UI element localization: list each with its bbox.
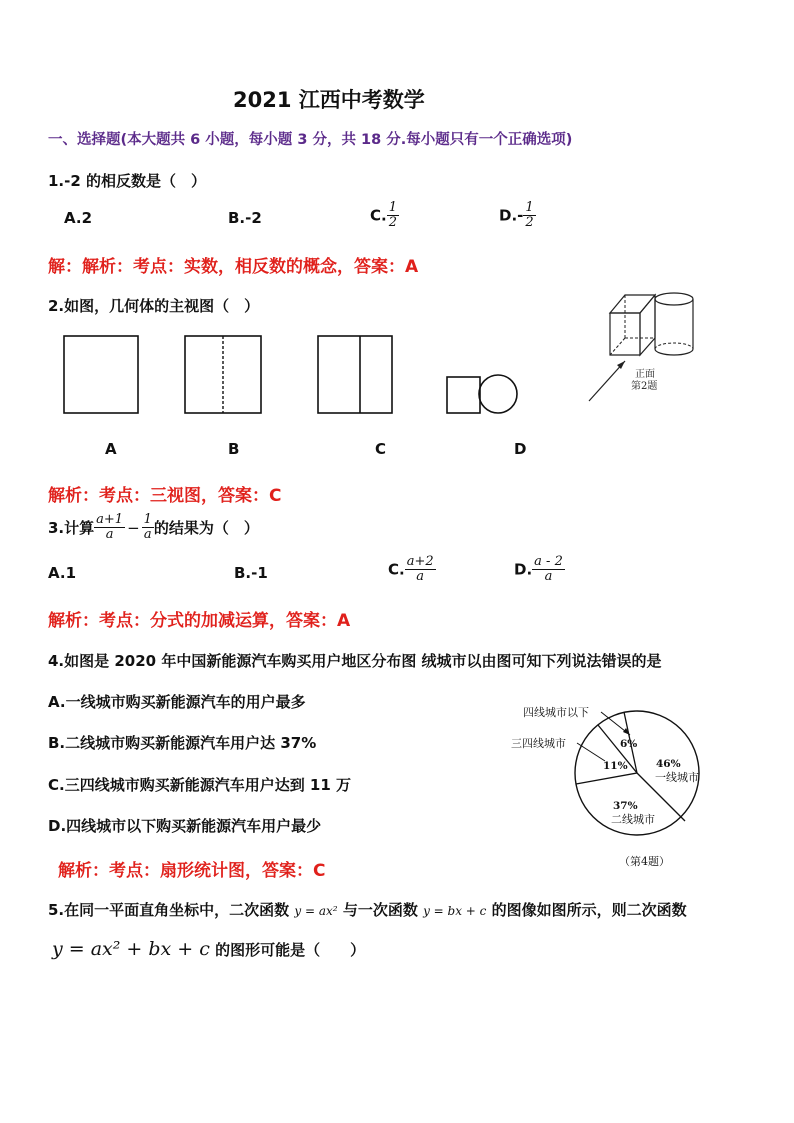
fraction-numerator: a+2: [406, 554, 434, 569]
q4-pie-chart: [505, 695, 720, 875]
q4-option-b: B.二线城市购买新能源汽车用户达 37%: [48, 734, 317, 752]
q4-answer: 解析：考点：扇形统计图，答案：C: [58, 861, 326, 881]
pie-leader-line: [577, 743, 605, 761]
cuboid-hidden-edge: [610, 338, 625, 355]
pie-name-first: 一线城市: [655, 771, 699, 784]
cuboid-front-face: [610, 313, 640, 355]
q2-label-c: C: [375, 440, 387, 458]
q3-option-d-prefix: D.: [514, 560, 533, 579]
pie-name-second: 二线城市: [611, 813, 655, 826]
figure-caption-number: 第2题: [631, 381, 658, 392]
pie-pct-37: 37%: [613, 800, 638, 812]
option-d-square: [447, 377, 480, 413]
cylinder-top: [655, 293, 693, 305]
figure-caption-front: 正面: [635, 369, 655, 380]
q3-answer: 解析：考点：分式的加减运算，答案：A: [48, 611, 351, 631]
minus-sign: −: [127, 518, 140, 537]
fraction-numerator: a - 2: [534, 554, 563, 569]
pie-pct-six: 6%: [620, 738, 638, 750]
page-title: 2021 江西中考数学: [233, 88, 425, 112]
q3-option-c-fraction: [405, 555, 436, 584]
q1-option-d-fraction: [523, 201, 535, 230]
q3-stem-suffix: 的结果为（ ）: [153, 519, 259, 537]
q5-func-linear: y = bx + c: [423, 904, 487, 918]
pie-label-four: 四线城市以下: [523, 706, 589, 719]
option-a-square: [64, 336, 138, 413]
fraction-numerator: 1: [525, 200, 534, 215]
q3-option-d: [514, 555, 565, 584]
q5-stem-suffix: 的图像如图所示，则二次函数: [491, 901, 687, 919]
q3-option-c: [388, 555, 436, 584]
pie-pct-46: 46%: [656, 758, 681, 770]
q3-option-d-fraction: [532, 555, 565, 584]
q2-option-figures: [50, 330, 550, 420]
question-2-stem: 2.如图，几何体的主视图（ ）: [48, 297, 260, 315]
q1-answer: 解：解析：考点：实数，相反数的概念，答案：A: [48, 257, 419, 277]
question-3-stem: [48, 513, 259, 542]
q1-option-a: A.2: [64, 209, 93, 227]
pie-caption: （第4题）: [619, 855, 670, 868]
cylinder-bottom: [655, 349, 693, 355]
q5-stem-prefix: 5.在同一平面直角坐标中，二次函数: [48, 901, 290, 919]
cylinder-bottom-hidden: [655, 343, 693, 349]
q3-fraction-2: [142, 513, 154, 542]
q1-option-d-prefix: D.-: [499, 206, 524, 225]
q5-stem-mid: 与一次函数: [342, 901, 418, 919]
q3-option-c-prefix: C.: [388, 560, 405, 579]
q5-line2-suffix: 的图形可能是（ ）: [215, 941, 366, 959]
question-5-line2: [52, 938, 365, 960]
question-4-stem: 4.如图是 2020 年中国新能源汽车购买用户地区分布图 绒城市以由图可知下列说法错误的是: [48, 652, 662, 670]
fraction-denominator: a: [143, 527, 152, 542]
fraction-denominator: a: [544, 569, 553, 584]
q1-option-c: [370, 201, 399, 230]
fraction-numerator: 1: [143, 512, 152, 527]
q2-label-a: A: [105, 440, 117, 458]
q1-option-c-fraction: [387, 201, 399, 230]
fraction-denominator: 2: [525, 215, 534, 230]
q4-option-a: A.一线城市购买新能源汽车的用户最多: [48, 693, 306, 711]
q1-option-b: B.-2: [228, 209, 262, 227]
question-1-stem: 1.-2 的相反数是（ ）: [48, 172, 207, 190]
q2-answer: 解析：考点：三视图，答案：C: [48, 486, 282, 506]
pie-pct-eleven: 11%: [603, 760, 628, 772]
q2-solid-figure: [585, 283, 705, 428]
fraction-numerator: 1: [388, 200, 397, 215]
fraction-denominator: a: [416, 569, 425, 584]
q4-option-c: C.三四线城市购买新能源汽车用户达到 11 万: [48, 776, 352, 794]
option-c-square: [318, 336, 392, 413]
fraction-numerator: a+1: [96, 512, 124, 527]
pie-divider-three: [576, 773, 637, 784]
question-5-stem: [48, 899, 687, 920]
q3-fraction-1: [94, 513, 125, 542]
section-heading: 一、选择题(本大题共 6 小题，每小题 3 分，共 18 分.每小题只有一个正确选项): [48, 132, 573, 148]
q1-option-d: [499, 201, 536, 230]
q1-option-c-prefix: C.: [370, 206, 387, 225]
leader-arrow-icon: [623, 728, 630, 735]
q3-stem-prefix: 3.计算: [48, 519, 95, 537]
q2-label-b: B: [228, 440, 240, 458]
q2-label-d: D: [514, 440, 527, 458]
fraction-denominator: a: [105, 527, 114, 542]
q5-func-full: y = ax² + bx + c: [52, 938, 210, 960]
q3-option-b: B.-1: [234, 564, 268, 582]
pie-label-three: 三四线城市: [511, 737, 566, 750]
cuboid-side-face: [640, 295, 655, 355]
fraction-denominator: 2: [388, 215, 397, 230]
q5-func-quadratic: y = ax²: [294, 904, 338, 918]
q4-option-d: D.四线城市以下购买新能源汽车用户最少: [48, 817, 322, 835]
q3-option-a: A.1: [48, 564, 77, 582]
option-d-circle: [479, 375, 517, 413]
